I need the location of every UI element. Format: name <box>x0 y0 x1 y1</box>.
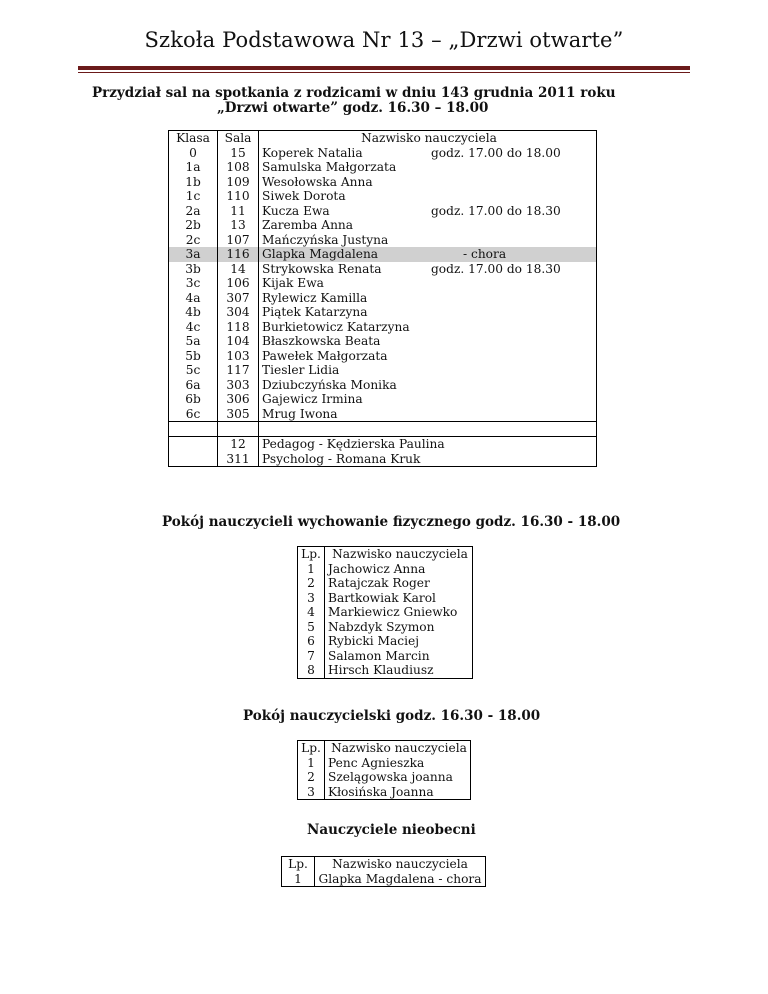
empty-cell <box>218 422 259 437</box>
teacher-cell: Szelągowska joanna <box>325 770 471 785</box>
teacher-name: Piątek Katarzyna <box>262 305 368 319</box>
klasa-cell: 4a <box>169 291 218 306</box>
teacher-cell: Jachowicz Anna <box>325 562 473 577</box>
klasa-cell: 1c <box>169 189 218 204</box>
teacher-name: Dziubczyńska Monika <box>262 377 397 392</box>
table-row <box>169 146 597 161</box>
sala-cell: 108 <box>218 160 259 175</box>
table-row <box>169 189 597 204</box>
klasa-cell: 3c <box>169 276 218 291</box>
table-row <box>169 276 597 291</box>
klasa-cell: 1b <box>169 175 218 190</box>
klasa-cell: 1a <box>169 160 218 175</box>
klasa-cell <box>169 437 218 452</box>
sala-cell: 12 <box>218 437 259 452</box>
sala-cell: 307 <box>218 291 259 306</box>
table-row <box>298 785 471 800</box>
time-note: - chora <box>463 247 507 261</box>
table-row <box>169 320 597 335</box>
header-teacher-name: Nazwisko nauczyciela <box>325 547 473 562</box>
klasa-cell: 6b <box>169 392 218 407</box>
table-row <box>298 620 473 635</box>
sala-cell: 311 <box>218 452 259 467</box>
header-rule-thin <box>78 72 690 73</box>
table-row <box>169 392 597 407</box>
room-assignment-table <box>168 130 597 467</box>
lp-cell: 3 <box>298 591 325 606</box>
lp-cell: 8 <box>298 663 325 678</box>
table-row <box>169 363 597 378</box>
table-row <box>169 437 597 452</box>
teacher-name: Samulska Małgorzata <box>262 160 397 174</box>
time-note: godz. 17.00 do 18.30 <box>431 261 561 276</box>
teacher-cell <box>259 218 597 233</box>
pe-section-title: Pokój nauczycieli wychowanie fizycznego godz. 16.30 - 18.00 <box>162 514 621 530</box>
sala-cell: 14 <box>218 262 259 277</box>
teacher-cell: Hirsch Klaudiusz <box>325 663 473 678</box>
teacher-cell <box>259 146 597 161</box>
table-row <box>169 160 597 175</box>
teacher-name: Siwek Dorota <box>262 189 346 203</box>
header-teacher-name: Nazwisko nauczyciela <box>259 131 597 146</box>
sala-cell: 107 <box>218 233 259 248</box>
table-row <box>169 334 597 349</box>
table-row <box>169 218 597 233</box>
teacher-name: Błaszkowska Beata <box>262 334 381 348</box>
teacher-cell: Penc Agnieszka <box>325 756 471 771</box>
teacher-cell: Bartkowiak Karol <box>325 591 473 606</box>
table-row <box>282 872 486 887</box>
table-row <box>169 233 597 248</box>
teacher-cell <box>259 305 597 320</box>
lp-cell: 5 <box>298 620 325 635</box>
teacher-name: Rylewicz Kamilla <box>262 290 368 305</box>
table-row <box>169 262 597 277</box>
teacher-name: Gajewicz Irmina <box>262 392 363 406</box>
teacher-cell: Nabzdyk Szymon <box>325 620 473 635</box>
table-row <box>298 605 473 620</box>
empty-row <box>169 422 597 437</box>
sala-cell: 304 <box>218 305 259 320</box>
teacher-name: Strykowska Renata <box>262 261 382 276</box>
teacher-name: Kijak Ewa <box>262 276 324 290</box>
teacher-name: Mrug Iwona <box>262 406 338 421</box>
sala-cell: 15 <box>218 146 259 161</box>
table-header-row <box>169 131 597 146</box>
time-note: godz. 17.00 do 18.30 <box>431 203 561 218</box>
staff-room-table <box>297 740 471 800</box>
teacher-cell: Markiewicz Gniewko <box>325 605 473 620</box>
teacher-name: Koperek Natalia <box>262 145 363 160</box>
sala-cell: 106 <box>218 276 259 291</box>
teacher-cell <box>259 392 597 407</box>
teacher-cell: Ratajczak Roger <box>325 576 473 591</box>
table-header-row <box>298 547 473 562</box>
teacher-cell <box>259 247 597 262</box>
teacher-cell <box>259 262 597 277</box>
teacher-name: Pawełek Małgorzata <box>262 348 388 363</box>
klasa-cell: 2c <box>169 233 218 248</box>
klasa-cell: 5a <box>169 334 218 349</box>
teacher-cell: Kłosińska Joanna <box>325 785 471 800</box>
table-row <box>298 576 473 591</box>
teacher-cell <box>259 175 597 190</box>
teacher-name: Wesołowska Anna <box>262 174 373 189</box>
table-row <box>169 407 597 422</box>
table-row <box>298 562 473 577</box>
lp-cell: 2 <box>298 770 325 785</box>
empty-cell <box>169 422 218 437</box>
table-row <box>298 634 473 649</box>
teacher-cell: Salamon Marcin <box>325 649 473 664</box>
teacher-cell: Psycholog - Romana Kruk <box>259 452 597 467</box>
sala-cell: 103 <box>218 349 259 364</box>
klasa-cell: 3a <box>169 247 218 262</box>
teacher-name: Glapka Magdalena <box>262 247 379 261</box>
klasa-cell: 2a <box>169 204 218 219</box>
lp-cell: 3 <box>298 785 325 800</box>
table-row <box>169 305 597 320</box>
teacher-cell <box>259 189 597 204</box>
teacher-name: Zaremba Anna <box>262 218 354 232</box>
document-title-line1: Przydział sal na spotkania z rodzicami w dniu 143 grudnia 2011 roku <box>92 85 616 101</box>
staff-room-section-title: Pokój nauczycielski godz. 16.30 - 18.00 <box>243 708 541 724</box>
absent-teachers-table <box>281 856 486 887</box>
teacher-cell <box>259 233 597 248</box>
table-row <box>169 291 597 306</box>
table-row <box>169 378 597 393</box>
lp-cell: 1 <box>282 872 315 887</box>
sala-cell: 303 <box>218 378 259 393</box>
klasa-cell: 5b <box>169 349 218 364</box>
table-row <box>298 770 471 785</box>
sala-cell: 109 <box>218 175 259 190</box>
lp-cell: 4 <box>298 605 325 620</box>
klasa-cell: 3b <box>169 262 218 277</box>
lp-cell: 2 <box>298 576 325 591</box>
table-row <box>298 663 473 678</box>
teacher-cell <box>259 204 597 219</box>
absent-section-title: Nauczyciele nieobecni <box>307 822 476 838</box>
table-row <box>298 756 471 771</box>
lp-cell: 7 <box>298 649 325 664</box>
teacher-cell <box>259 378 597 393</box>
teacher-cell <box>259 363 597 378</box>
table-header-row <box>282 857 486 872</box>
empty-cell <box>259 422 597 437</box>
table-row <box>169 349 597 364</box>
header-lp: Lp. <box>282 857 315 872</box>
header-teacher-name: Nazwisko nauczyciela <box>315 857 486 872</box>
teacher-cell: Pedagog - Kędzierska Paulina <box>259 437 597 452</box>
teacher-cell: Glapka Magdalena - chora <box>315 872 486 887</box>
klasa-cell: 4b <box>169 305 218 320</box>
sala-cell: 110 <box>218 189 259 204</box>
sala-cell: 116 <box>218 247 259 262</box>
klasa-cell: 6c <box>169 407 218 422</box>
teacher-cell <box>259 291 597 306</box>
klasa-cell <box>169 452 218 467</box>
teacher-cell: Rybicki Maciej <box>325 634 473 649</box>
header-lp: Lp. <box>298 741 325 756</box>
table-row <box>169 204 597 219</box>
header-rule-thick <box>78 66 690 70</box>
table-row <box>298 591 473 606</box>
klasa-cell: 4c <box>169 320 218 335</box>
document-title-line2: „Drzwi otwarte” godz. 16.30 – 18.00 <box>217 100 489 116</box>
teacher-name: Mańczyńska Justyna <box>262 232 389 247</box>
teacher-cell <box>259 276 597 291</box>
klasa-cell: 0 <box>169 146 218 161</box>
header-teacher-name: Nazwisko nauczyciela <box>325 741 471 756</box>
klasa-cell: 5c <box>169 363 218 378</box>
teacher-name: Kucza Ewa <box>262 203 330 218</box>
teacher-name: Tiesler Lidia <box>262 363 340 377</box>
table-row <box>298 649 473 664</box>
sala-cell: 117 <box>218 363 259 378</box>
lp-cell: 1 <box>298 756 325 771</box>
header-sala: Sala <box>218 131 259 146</box>
sala-cell: 305 <box>218 407 259 422</box>
teacher-cell <box>259 407 597 422</box>
header-lp: Lp. <box>298 547 325 562</box>
teacher-name: Burkietowicz Katarzyna <box>262 319 410 334</box>
pe-teachers-table <box>297 546 473 679</box>
lp-cell: 6 <box>298 634 325 649</box>
sala-cell: 306 <box>218 392 259 407</box>
table-header-row <box>298 741 471 756</box>
table-row <box>169 175 597 190</box>
klasa-cell: 6a <box>169 378 218 393</box>
teacher-cell <box>259 334 597 349</box>
sala-cell: 104 <box>218 334 259 349</box>
header-klasa: Klasa <box>169 131 218 146</box>
klasa-cell: 2b <box>169 218 218 233</box>
document-header: Szkoła Podstawowa Nr 13 – „Drzwi otwarte” <box>144 28 624 52</box>
teacher-cell <box>259 160 597 175</box>
time-note: godz. 17.00 do 18.00 <box>431 145 561 160</box>
table-row <box>169 247 597 262</box>
table-row <box>169 452 597 467</box>
teacher-cell <box>259 349 597 364</box>
teacher-cell <box>259 320 597 335</box>
sala-cell: 118 <box>218 320 259 335</box>
sala-cell: 13 <box>218 218 259 233</box>
sala-cell: 11 <box>218 204 259 219</box>
lp-cell: 1 <box>298 562 325 577</box>
